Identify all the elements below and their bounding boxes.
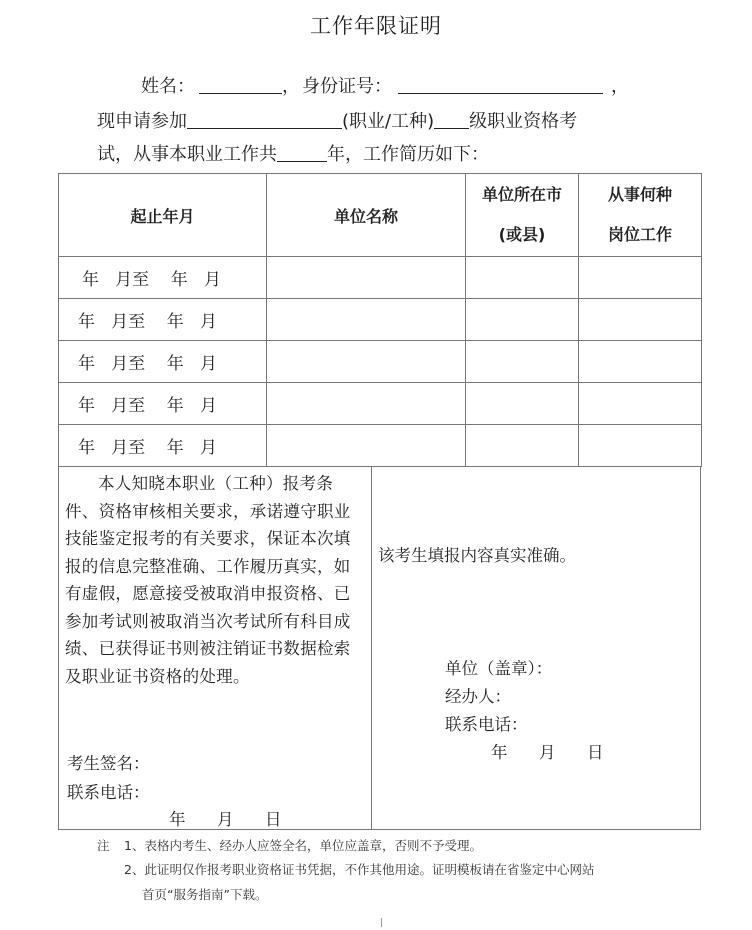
name-blank[interactable] [199,75,282,94]
page-title: 工作年限证明 [310,14,442,38]
handler-label[interactable]: 经办人： [445,687,511,706]
header-position-line1: 从事何种 [607,185,672,204]
header-location-line2: (或县) [498,225,546,244]
years-prefix: 试，从事本职业工作共 [97,144,277,165]
note-2-line-2: 首页“服务指南”下载。 [142,887,268,902]
intro-line-1 [141,72,629,98]
position-cell[interactable] [579,341,702,383]
occupation-label: (职业/工种) [342,111,435,132]
occupation-blank[interactable] [187,110,342,129]
table-row [59,425,702,467]
candidate-phone-label[interactable]: 联系电话： [67,783,150,802]
note-1: 1、表格内考生、经办人应签全名，单位应盖章，否则不予受理。 [124,838,482,853]
period-cell[interactable] [59,257,267,299]
header-location-line1: 单位所在市 [481,185,562,204]
header-location [466,174,579,257]
table-row [59,383,702,425]
id-number-blank[interactable] [398,75,603,94]
candidate-signature-label[interactable]: 考生签名： [67,754,150,773]
period-text: 年 月至 年 月 [77,312,218,332]
location-cell[interactable] [466,257,579,299]
declaration-section [58,466,701,830]
page-mark [381,918,382,927]
employer-cell[interactable] [267,257,466,299]
location-cell[interactable] [466,341,579,383]
position-cell[interactable] [579,257,702,299]
table-header-row [59,174,702,257]
header-position-line2: 岗位工作 [607,225,672,244]
period-text: 年 月至 年 月 [77,396,218,416]
level-blank[interactable] [434,110,469,129]
notes-prefix: 注 [97,838,110,853]
apply-label: 现申请参加 [97,111,187,132]
unit-date[interactable]: 年 月 日 [491,743,604,762]
work-history-table [58,173,702,467]
table-row [59,257,702,299]
period-cell[interactable] [59,425,267,467]
period-text: 年 月至 年 月 [77,354,218,374]
id-label: 身份证号： [302,76,392,97]
id-end-comma: ， [611,76,629,97]
years-suffix: 年，工作简历如下： [327,144,489,165]
location-cell[interactable] [466,383,579,425]
candidate-pledge [65,470,365,690]
intro-line-2 [97,107,577,133]
period-cell[interactable] [59,299,267,341]
verification-statement: 该考生填报内容真实准确。 [378,546,576,565]
period-text: 年 月至 年 月 [81,270,222,290]
position-cell[interactable] [579,383,702,425]
pledge-text: 本人知晓本职业（工种）报考条件、资格审核相关要求，承诺遵守职业技能鉴定报考的有关要求，保证本次填报的信息完整准确、工作履历真实，如有虚假，愿意接受被取消申报资格、已参加考试则被取消当次考试所有科目成绩、已获得证书则被注销证书数据检索及职业证书资格的处理。 [65,474,351,686]
name-comma: ， [282,76,300,97]
employer-cell[interactable] [267,425,466,467]
location-cell[interactable] [466,425,579,467]
table-row [59,299,702,341]
employer-cell[interactable] [267,299,466,341]
unit-phone-label[interactable]: 联系电话： [445,715,528,734]
header-period: 起止年月 [59,174,267,257]
period-text: 年 月至 年 月 [77,438,218,458]
period-cell[interactable] [59,341,267,383]
employer-cell[interactable] [267,383,466,425]
name-label: 姓名： [141,76,195,97]
candidate-date[interactable]: 年 月 日 [169,810,282,829]
section-divider [371,466,372,829]
location-cell[interactable] [466,299,579,341]
note-2-line-1: 2、此证明仅作报考职业资格证书凭据，不作其他用途。证明模板请在省鉴定中心网站 [124,862,595,877]
intro-line-3 [97,140,489,166]
level-label: 级职业资格考 [469,111,578,132]
header-position [579,174,702,257]
header-employer: 单位名称 [267,174,466,257]
period-cell[interactable] [59,383,267,425]
table-row [59,341,702,383]
unit-seal-label[interactable]: 单位（盖章）： [445,659,553,678]
position-cell[interactable] [579,425,702,467]
position-cell[interactable] [579,299,702,341]
employer-cell[interactable] [267,341,466,383]
years-blank[interactable] [277,143,327,162]
